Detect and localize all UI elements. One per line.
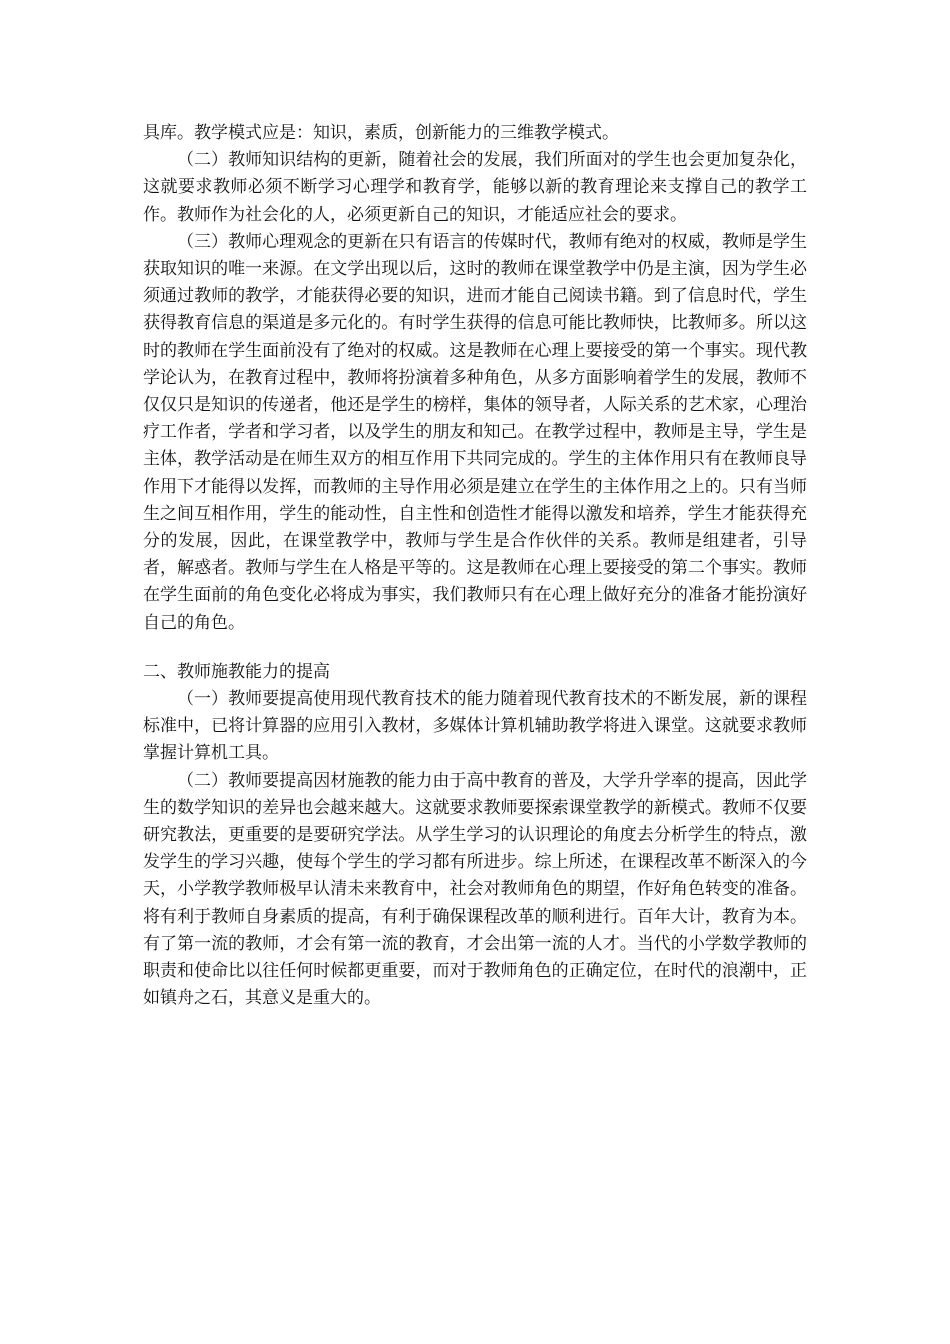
paragraph-psychological-concept: （三）教师心理观念的更新在只有语言的传媒时代，教师有绝对的权威，教师是学生获取知识的唯一来源。在文学出现以后，这时的教师在课堂教学中仍是主演，因为学生必须通过教师的教学，才能获得必要的知识，进而才能自己阅读书籍。到了信息时代，学生获得教育信息的渠道是多元化的。有时学生获得的信息可能比教师快，比教师多。所以这时的教师在学生面前没有了绝对的权威。这是教师在心理上要接受的第一个事实。现代教学论认为，在教育过程中，教师将扮演着多种角色，从多方面影响着学生的发展，教师不仅仅只是知识的传递者，他还是学生的榜样，集体的领导者，人际关系的艺术家，心理治疗工作者，学者和学习者，以及学生的朋友和知己。在教学过程中，教师是主导，学生是主体，教学活动是在师生双方的相互作用下共同完成的。学生的主体作用只有在教师良导作用下才能得以发挥，而教师的主导作用必须是建立在学生的主体作用之上的。只有当师生之间互相作用，学生的能动性，自主性和创造性才能得以激发和培养，学生才能获得充分的发展，因此，在课堂教学中，教师与学生是合作伙伴的关系。教师是组建者，引导者，解惑者。教师与学生在人格是平等的。这是教师在心理上要接受的第二个事实。教师在学生面前的角色变化必将成为事实，我们教师只有在心理上做好充分的准备才能扮演好自己的角色。: [143, 231, 807, 633]
document-body: [143, 120, 807, 1013]
paragraph-continuation: 具库。教学模式应是：知识，素质，创新能力的三维教学模式。: [143, 123, 619, 143]
paragraph-knowledge-structure: （二）教师知识结构的更新，随着社会的发展，我们所面对的学生也会更加复杂化，这就要求教师必须不断学习心理学和教育学，能够以新的教育理论来支撑自己的教学工作。教师作为社会化的人，必须更新自己的知识，才能适应社会的要求。: [143, 150, 807, 225]
section-heading-teaching-ability: 二、教师施教能力的提高: [143, 661, 330, 682]
paragraph-individualized-teaching: （二）教师要提高因材施教的能力由于高中教育的普及，大学升学率的提高，因此学生的数学知识的差异也会越来越大。这就要求教师要探索课堂教学的新模式。教师不仅要研究教法，更重要的是要研究学法。从学生学习的认识理论的角度去分析学生的特点，激发学生的学习兴趣，使每个学生的学习都有所进步。综上所述，在课程改革不断深入的今天，小学教学教师极早认清未来教育中，社会对教师角色的期望，作好角色转变的准备。将有利于教师自身素质的提高，有利于确保课程改革的顺利进行。百年大计，教育为本。有了第一流的教师，才会有第一流的教育，才会出第一流的人才。当代的小学数学教师的职责和使命比以往任何时候都更重要，而对于教师角色的正确定位，在时代的浪潮中，正如镇舟之石，其意义是重大的。: [143, 770, 807, 1009]
paragraph-education-technology: （一）教师要提高使用现代教育技术的能力随着现代教育技术的不断发展，新的课程标准中，已将计算器的应用引入教材，多媒体计算机辅助教学将进入课堂。这就要求教师掌握计算机工具。: [143, 689, 807, 764]
